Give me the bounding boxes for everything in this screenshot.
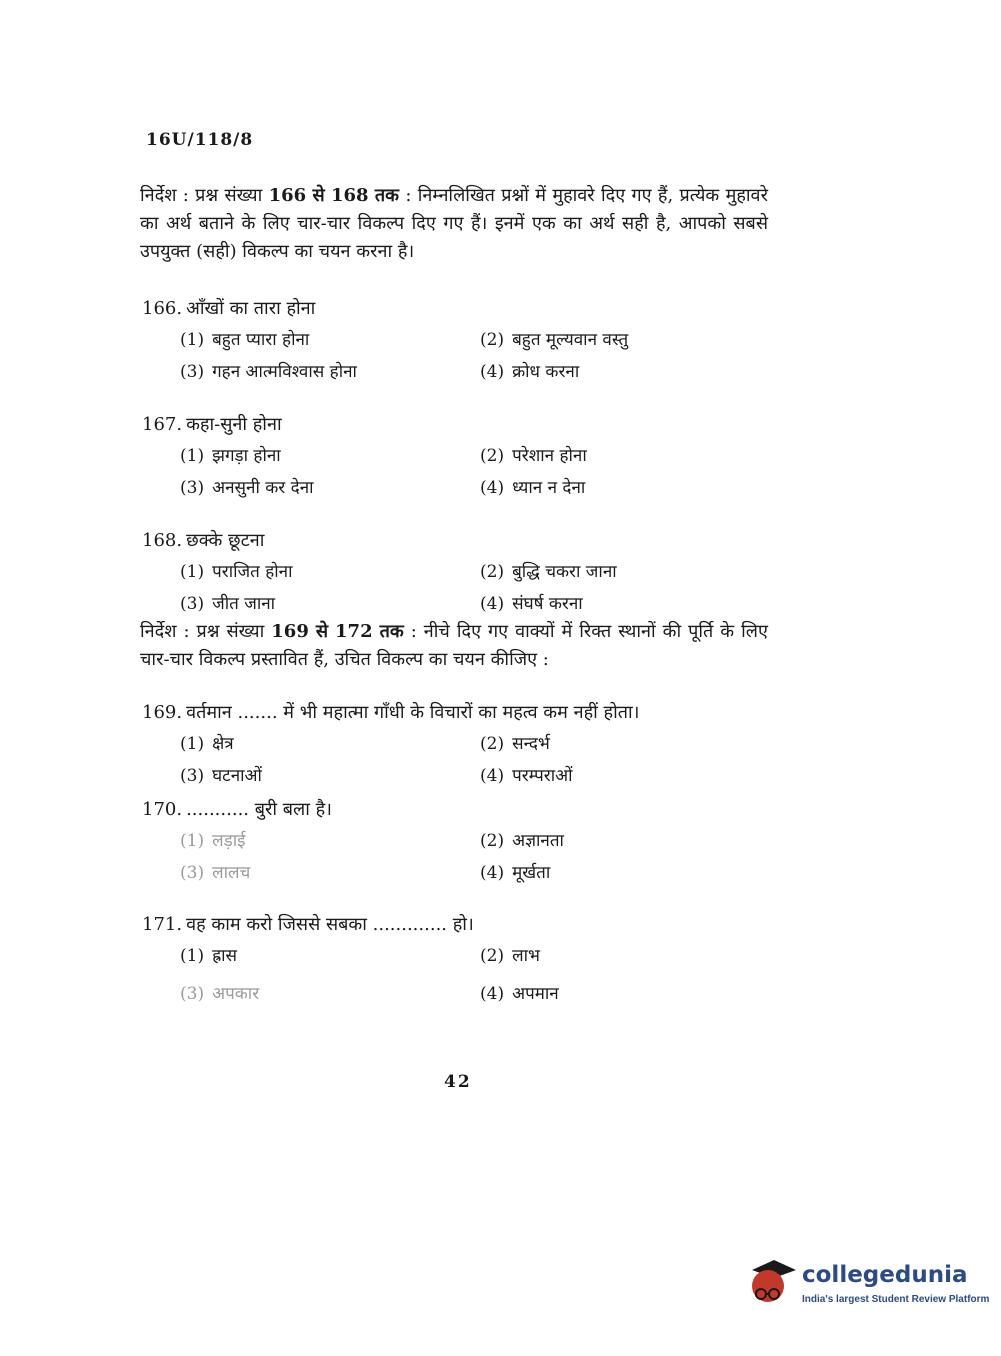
question-168 xyxy=(142,528,782,616)
paper-code: 16U/118/8 xyxy=(146,130,254,150)
option-3: (3) गहन आत्मविश्वास होना xyxy=(180,362,357,382)
option-2: (2) बहुत मूल्यवान वस्तु xyxy=(480,330,629,350)
option-4: (4) मूर्खता xyxy=(480,863,551,883)
directions-sep: से xyxy=(312,185,325,206)
directions-169-172 xyxy=(140,618,768,674)
directions-till: तक xyxy=(379,621,404,642)
question-169 xyxy=(142,700,782,788)
question-stem: वर्तमान ....... में भी महात्मा गाँधी के विचारों का महत्व कम नहीं होता। xyxy=(186,702,640,723)
option-1: (1) पराजित होना xyxy=(180,562,293,582)
question-number: 166. xyxy=(142,298,183,319)
question-stem: छक्के छूटना xyxy=(186,530,265,551)
logo-tagline: India's largest Student Review Platform xyxy=(802,1294,990,1305)
directions-sep: से xyxy=(315,621,329,642)
question-stem: आँखों का तारा होना xyxy=(186,298,316,319)
question-166 xyxy=(142,296,782,384)
option-1: (1) झगड़ा होना xyxy=(180,446,281,466)
question-170 xyxy=(142,797,782,885)
option-4: (4) परम्पराओं xyxy=(480,766,573,786)
collegedunia-logo xyxy=(744,1256,990,1316)
option-4: (4) क्रोध करना xyxy=(480,362,580,382)
option-2: (2) लाभ xyxy=(480,946,540,966)
directions-text: : निम्नलिखित प्रश्नों में मुहावरे दिए गए हैं, प्रत्येक मुहावरे का अर्थ बताने के लिए चार-चार विकल्प दिए गए हैं। इनमें एक का अर्थ सही है, आपको सबसे उपयुक्त (सही) विकल्प का चयन करना है। xyxy=(140,185,768,262)
page-number: 42 xyxy=(444,1072,472,1092)
option-1: (1) ह्रास xyxy=(180,946,238,966)
directions-from: 169 xyxy=(271,621,309,642)
directions-lead: निर्देश : प्रश्न संख्या xyxy=(140,185,263,206)
question-167 xyxy=(142,412,782,500)
option-3: (3) अपकार xyxy=(180,984,260,1004)
directions-from: 166 xyxy=(268,185,307,206)
question-number: 170. xyxy=(142,799,183,820)
option-1: (1) बहुत प्यारा होना xyxy=(180,330,310,350)
option-4: (4) संघर्ष करना xyxy=(480,594,583,614)
logo-wordmark: collegedunia xyxy=(802,1262,968,1288)
option-4: (4) ध्यान न देना xyxy=(480,478,586,498)
question-number: 169. xyxy=(142,702,183,723)
option-2: (2) बुद्धि चकरा जाना xyxy=(480,562,617,582)
directions-to: 168 xyxy=(331,185,369,206)
directions-to: 172 xyxy=(335,621,373,642)
option-2: (2) अज्ञानता xyxy=(480,831,564,851)
question-number: 171. xyxy=(142,914,183,935)
option-3: (3) घटनाओं xyxy=(180,766,262,786)
question-number: 167. xyxy=(142,414,183,435)
question-number: 168. xyxy=(142,530,183,551)
mascot-icon xyxy=(744,1256,798,1310)
option-1: (1) क्षेत्र xyxy=(180,734,234,754)
directions-till: तक xyxy=(374,185,399,206)
option-2: (2) परेशान होना xyxy=(480,446,587,466)
directions-lead: निर्देश : प्रश्न संख्या xyxy=(140,621,265,642)
option-3: (3) जीत जाना xyxy=(180,594,276,614)
option-3: (3) अनसुनी कर देना xyxy=(180,478,314,498)
question-171 xyxy=(142,912,782,1006)
directions-166-168 xyxy=(140,182,768,266)
option-2: (2) सन्दर्भ xyxy=(480,734,550,754)
question-stem: कहा-सुनी होना xyxy=(186,414,282,435)
option-4: (4) अपमान xyxy=(480,984,559,1004)
directions-text: : नीचे दिए गए वाक्यों में रिक्त स्थानों की पूर्ति के लिए चार-चार विकल्प प्रस्तावित हैं, उचित विकल्प का चयन कीजिए : xyxy=(140,621,768,670)
question-stem: ........... बुरी बला है। xyxy=(186,799,333,820)
option-3: (3) लालच xyxy=(180,863,251,883)
option-1: (1) लड़ाई xyxy=(180,831,246,851)
question-stem: वह काम करो जिससे सबका ............. हो। xyxy=(186,914,474,935)
